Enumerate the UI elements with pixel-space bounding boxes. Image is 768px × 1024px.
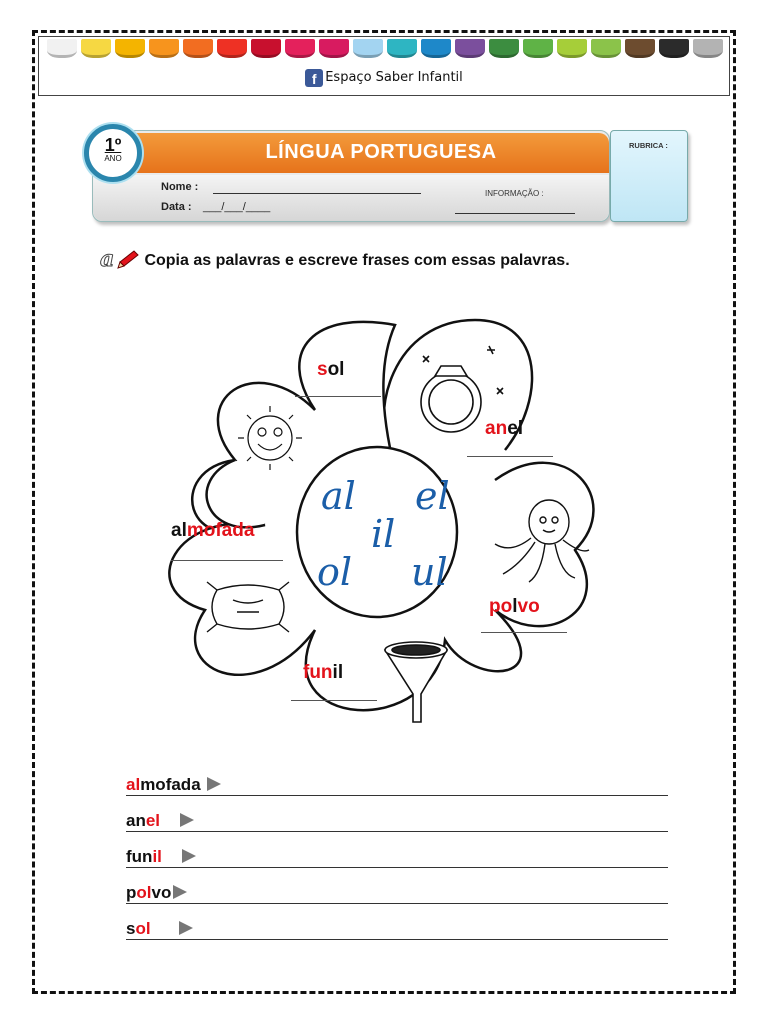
crayon-icon [421, 39, 451, 58]
facebook-icon: f [305, 69, 323, 87]
crayon-icon [455, 39, 485, 58]
arrow-icon [180, 813, 194, 827]
exercise-row-polvo[interactable] [126, 879, 668, 904]
crayon-icon [489, 39, 519, 58]
exercise-row-funil[interactable] [126, 843, 668, 868]
exercise-row-anel[interactable] [126, 807, 668, 832]
subject-header [92, 130, 686, 222]
exercise-word: anel [126, 811, 194, 831]
crayon-icon [319, 39, 349, 58]
arrow-icon [179, 921, 193, 935]
sun-icon [225, 398, 325, 478]
crayon-icon [591, 39, 621, 58]
exercise-word: almofada [126, 775, 221, 795]
crayon-icon [81, 39, 111, 58]
petal-line-polvo[interactable] [481, 632, 567, 633]
exercise-word: polvo [126, 883, 187, 903]
crayon-icon [183, 39, 213, 58]
petal-line-sol[interactable] [295, 396, 381, 397]
crayon-icon [285, 39, 315, 58]
petal-line-funil[interactable] [291, 700, 377, 701]
name-field[interactable] [213, 193, 421, 194]
petal-word-almofada: almofada [171, 520, 255, 541]
instruction [100, 248, 570, 270]
pencil-icon [100, 248, 140, 270]
crayon-icon [353, 39, 383, 58]
crayon-strip [47, 39, 723, 59]
syllable-ol: ol [317, 550, 353, 594]
rubrica-box [610, 130, 688, 222]
syllable-el: el [415, 474, 450, 518]
pillow-icon [203, 576, 293, 638]
arrow-icon [207, 777, 221, 791]
header-fields [93, 175, 609, 221]
crayon-icon [115, 39, 145, 58]
header-panel [92, 130, 610, 222]
title-bar [93, 133, 609, 173]
octopus-icon [491, 494, 591, 584]
petal-line-almofada[interactable] [171, 560, 283, 561]
petal-word-polvo: polvo [489, 596, 540, 617]
funnel-icon [381, 636, 451, 728]
arrow-icon [182, 849, 196, 863]
exercise-row-sol[interactable] [126, 915, 668, 940]
grade-badge [84, 124, 142, 182]
instruction-text: Copia as palavras e escreve frases com essas palavras. [144, 252, 570, 269]
name-label: Nome : [161, 181, 199, 193]
petal-word-sol: sol [317, 359, 345, 380]
subject-title: LÍNGUA PORTUGUESA [265, 141, 497, 163]
crayon-icon [251, 39, 281, 58]
brand-name: Espaço Saber Infantil [325, 70, 463, 85]
rubrica-label: RUBRICA : [629, 141, 668, 150]
date-label: Data : [161, 201, 192, 213]
syllable-ul: ul [411, 550, 448, 594]
crayon-icon [625, 39, 655, 58]
crayon-icon [149, 39, 179, 58]
petal-word-funil: funil [303, 662, 344, 683]
arrow-icon [173, 885, 187, 899]
crayon-icon [47, 39, 77, 58]
syllable-al: al [321, 474, 356, 518]
svg-text:a: a [100, 248, 115, 270]
date-field[interactable]: ___/___/____ [203, 201, 271, 213]
petal-word-anel: anel [485, 418, 524, 439]
brand-banner [38, 36, 730, 96]
crayon-icon [217, 39, 247, 58]
exercise-word: sol [126, 919, 193, 939]
grade-sub: ANO [104, 154, 122, 163]
exercise-row-almofada[interactable] [126, 771, 668, 796]
brand-line [39, 69, 729, 87]
crayon-icon [693, 39, 723, 58]
exercise-word: funil [126, 847, 196, 867]
info-label: INFORMAÇÃO : [485, 189, 544, 198]
info-field[interactable] [455, 213, 575, 214]
crayon-icon [523, 39, 553, 58]
syllable-il: il [371, 512, 396, 556]
word-flower [145, 310, 625, 755]
grade-number: 1º [104, 135, 122, 155]
crayon-icon [387, 39, 417, 58]
crayon-icon [557, 39, 587, 58]
petal-line-anel[interactable] [467, 456, 553, 457]
crayon-icon [659, 39, 689, 58]
